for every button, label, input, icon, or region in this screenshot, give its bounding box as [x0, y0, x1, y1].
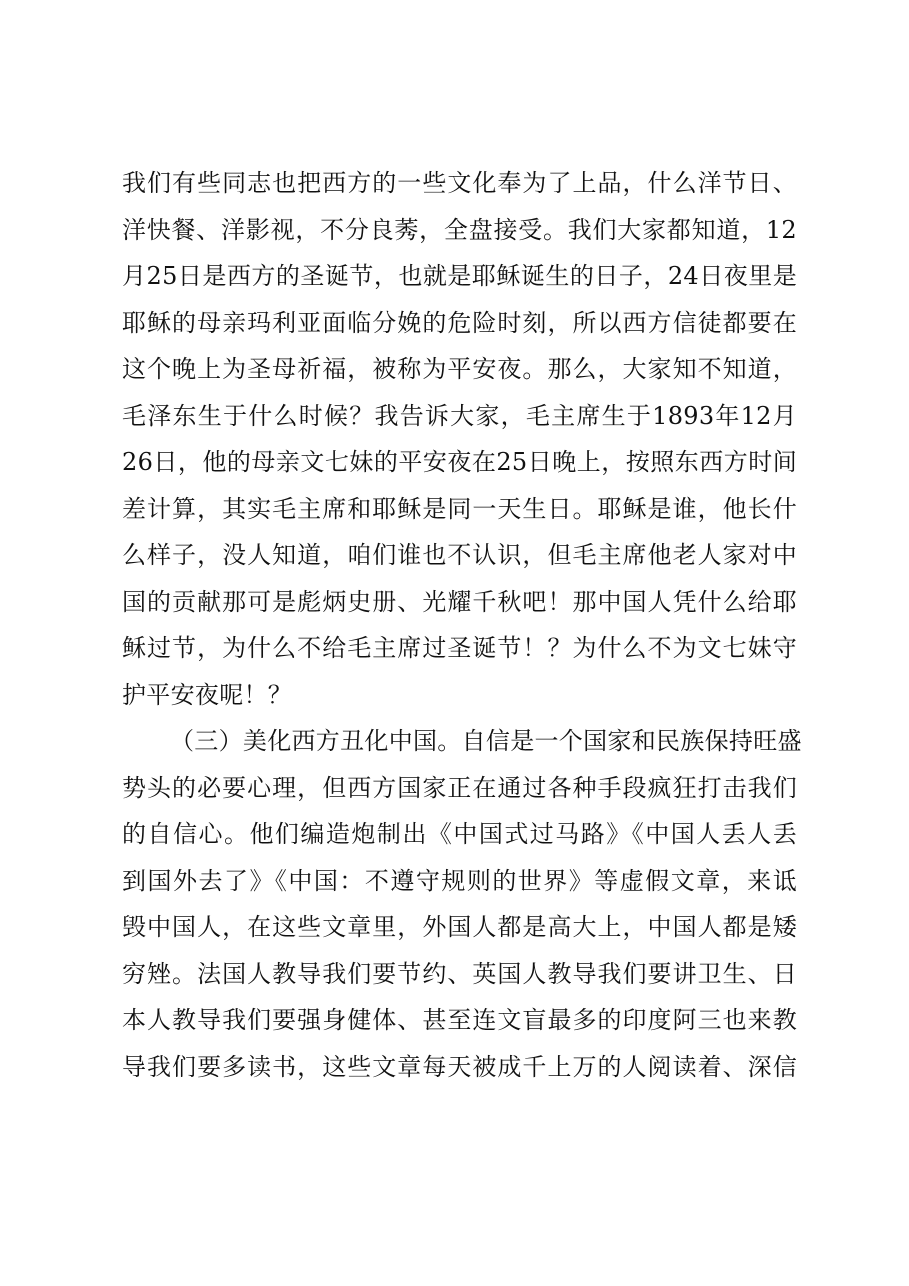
paragraph-2: [122, 718, 802, 1090]
text-line: 本人教导我们要强身健体、甚至连文盲最多的印度阿三也来教: [122, 1006, 797, 1034]
text-line: 国的贡献那可是彪炳史册、光耀千秋吧！那中国人凭什么给耶: [122, 587, 797, 616]
text-line: 毛泽东生于什么时候？我告诉大家，毛主席生于1893年12月: [122, 401, 797, 430]
text-line: 穷矬。法国人教导我们要节约、英国人教导我们要讲卫生、日: [122, 959, 797, 988]
text-line: 么样子，没人知道，咱们谁也不认识，但毛主席他老人家对中: [122, 541, 797, 569]
text-line: 导我们要多读书，这些文章每天被成千上万的人阅读着、深信: [122, 1052, 797, 1081]
text-line: 26日，他的母亲文七妹的平安夜在25日晚上，按照东西方时间: [122, 448, 797, 476]
text-line: 这个晚上为圣母祈福，被称为平安夜。那么，大家知不知道，: [122, 355, 797, 383]
text-line: 的自信心。他们编造炮制出《中国式过马路》《中国人丢人丢: [122, 820, 797, 848]
text-line: 月25日是西方的圣诞节，也就是耶稣诞生的日子，24日夜里是: [122, 262, 797, 290]
text-line: 到国外去了》《中国：不遵守规则的世界》等虚假文章，来诋: [122, 866, 797, 895]
paragraph-1: [122, 160, 797, 718]
body-text: [122, 160, 802, 1090]
text-line: 稣过节，为什么不给毛主席过圣诞节！？为什么不为文七妹守: [122, 634, 797, 662]
text-line: 差计算，其实毛主席和耶稣是同一天生日。耶稣是谁，他长什: [122, 494, 797, 523]
text-line: 势头的必要心理，但西方国家正在通过各种手段疯狂打击我们: [122, 773, 797, 802]
text-line: 护平安夜呢！？: [122, 680, 293, 709]
text-line: 我们有些同志也把西方的一些文化奉为了上品，什么洋节日、: [122, 169, 797, 197]
text-line: 洋快餐、洋影视，不分良莠，全盘接受。我们大家都知道，12: [122, 215, 797, 244]
text-line: 毁中国人，在这些文章里，外国人都是高大上，中国人都是矮: [122, 913, 797, 941]
text-line: （三）美化西方丑化中国。自信是一个国家和民族保持旺盛: [170, 727, 802, 755]
text-line: 耶稣的母亲玛利亚面临分娩的危险时刻，所以西方信徒都要在: [122, 308, 797, 337]
